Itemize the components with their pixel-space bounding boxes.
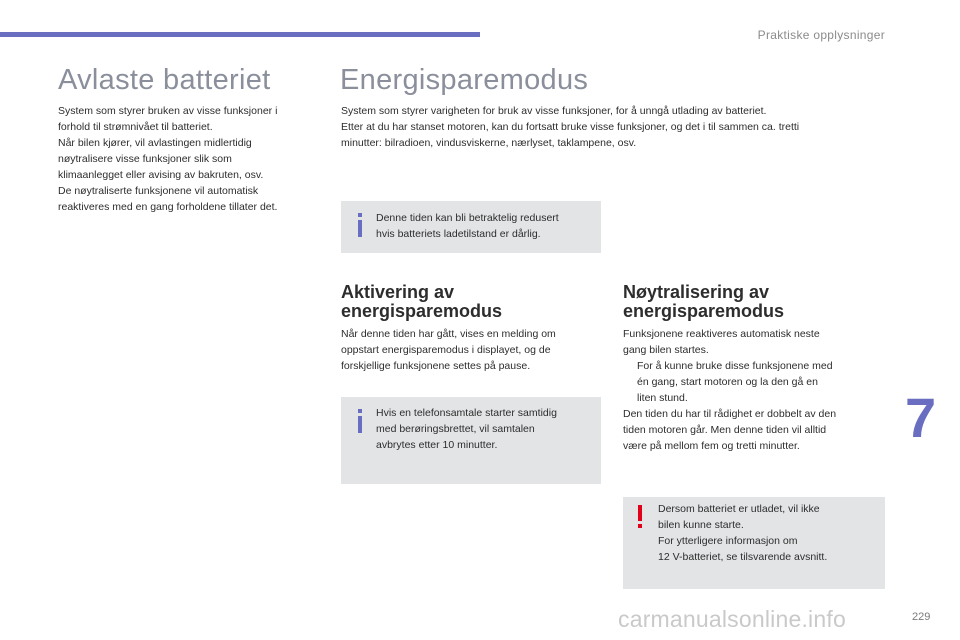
text-line: For ytterligere informasjon om: [658, 535, 798, 547]
info-icon: [355, 409, 365, 433]
heading-line: energisparemodus: [341, 301, 503, 321]
text-line: én gang, start motoren og la den gå en: [637, 376, 818, 388]
main-body: [341, 103, 799, 151]
neutralization-heading: [623, 283, 784, 321]
text-line: Etter at du har stanset motoren, kan du fortsatt bruke visse funksjoner, og det i til sammen ca. tretti: [341, 121, 800, 133]
text-line: klimaanlegget eller avising av bakruten, osv.: [58, 169, 264, 181]
section-title: Praktiske opplysninger: [757, 28, 885, 42]
text-line: For å kunne bruke disse funksjonene med: [637, 360, 833, 372]
activation-body: [341, 326, 556, 374]
text-line: nøytralisere visse funksjoner slik som: [58, 153, 232, 165]
text-line: gang bilen startes.: [623, 344, 709, 356]
main-title: Energisparemodus: [340, 64, 589, 96]
warning-box-text: [658, 501, 827, 565]
bullet-item: [623, 358, 836, 374]
text-line: forskjellige funksjonene settes på pause.: [341, 360, 531, 372]
text-line: Når denne tiden har gått, vises en melding om: [341, 328, 556, 340]
text-line: System som styrer varigheten for bruk av visse funksjoner, for å unngå utlading av batteriet.: [341, 105, 767, 117]
chapter-number: 7: [905, 386, 937, 449]
info-box-text: [376, 210, 559, 242]
info-box-phone-call: [341, 397, 601, 484]
info-icon: [355, 213, 365, 237]
warning-box-battery: [623, 497, 885, 589]
text-line: minutter: bilradioen, vindusviskerne, nærlyset, taklampene, osv.: [341, 137, 637, 149]
text-line: med berøringsbrettet, vil samtalen: [376, 423, 535, 435]
text-line: 12 V-batteriet, se tilsvarende avsnitt.: [658, 551, 828, 563]
text-line: tiden motoren går. Men denne tiden vil alltid: [623, 424, 827, 436]
text-line: være på mellom fem og tretti minutter.: [623, 440, 800, 452]
left-body: [58, 103, 277, 215]
warning-exclamation-icon: [635, 505, 645, 529]
text-line: Dersom batteriet er utladet, vil ikke: [658, 503, 820, 515]
header-accent-bar: [0, 32, 480, 37]
left-title: Avlaste batteriet: [58, 64, 271, 96]
page-number: 229: [912, 611, 931, 623]
info-box-battery: [341, 201, 601, 253]
text-line: System som styrer bruken av visse funksjoner i: [58, 105, 278, 117]
text-line: liten stund.: [637, 392, 688, 404]
heading-line: energisparemodus: [623, 301, 785, 321]
text-line: hvis batteriets ladetilstand er dårlig.: [376, 228, 541, 240]
text-line: oppstart energisparemodus i displayet, og de: [341, 344, 551, 356]
text-line: Hvis en telefonsamtale starter samtidig: [376, 407, 557, 419]
activation-heading: [341, 283, 502, 321]
neutralization-body: [623, 326, 836, 454]
heading-line: Aktivering av: [341, 282, 455, 302]
text-line: forhold til strømnivået til batteriet.: [58, 121, 213, 133]
text-line: Når bilen kjører, vil avlastingen midlertidig: [58, 137, 252, 149]
text-line: Denne tiden kan bli betraktelig redusert: [376, 212, 559, 224]
text-line: bilen kunne starte.: [658, 519, 744, 531]
text-line: Den tiden du har til rådighet er dobbelt av den: [623, 408, 837, 420]
text-line: Funksjonene reaktiveres automatisk neste: [623, 328, 820, 340]
info-box-text: [376, 405, 557, 453]
heading-line: Nøytralisering av: [623, 282, 770, 302]
text-line: avbrytes etter 10 minutter.: [376, 439, 498, 451]
text-line: De nøytraliserte funksjonene vil automatisk: [58, 185, 259, 197]
watermark: carmanualsonline.info: [618, 606, 846, 632]
text-line: reaktiveres med en gang forholdene tillater det.: [58, 201, 278, 213]
